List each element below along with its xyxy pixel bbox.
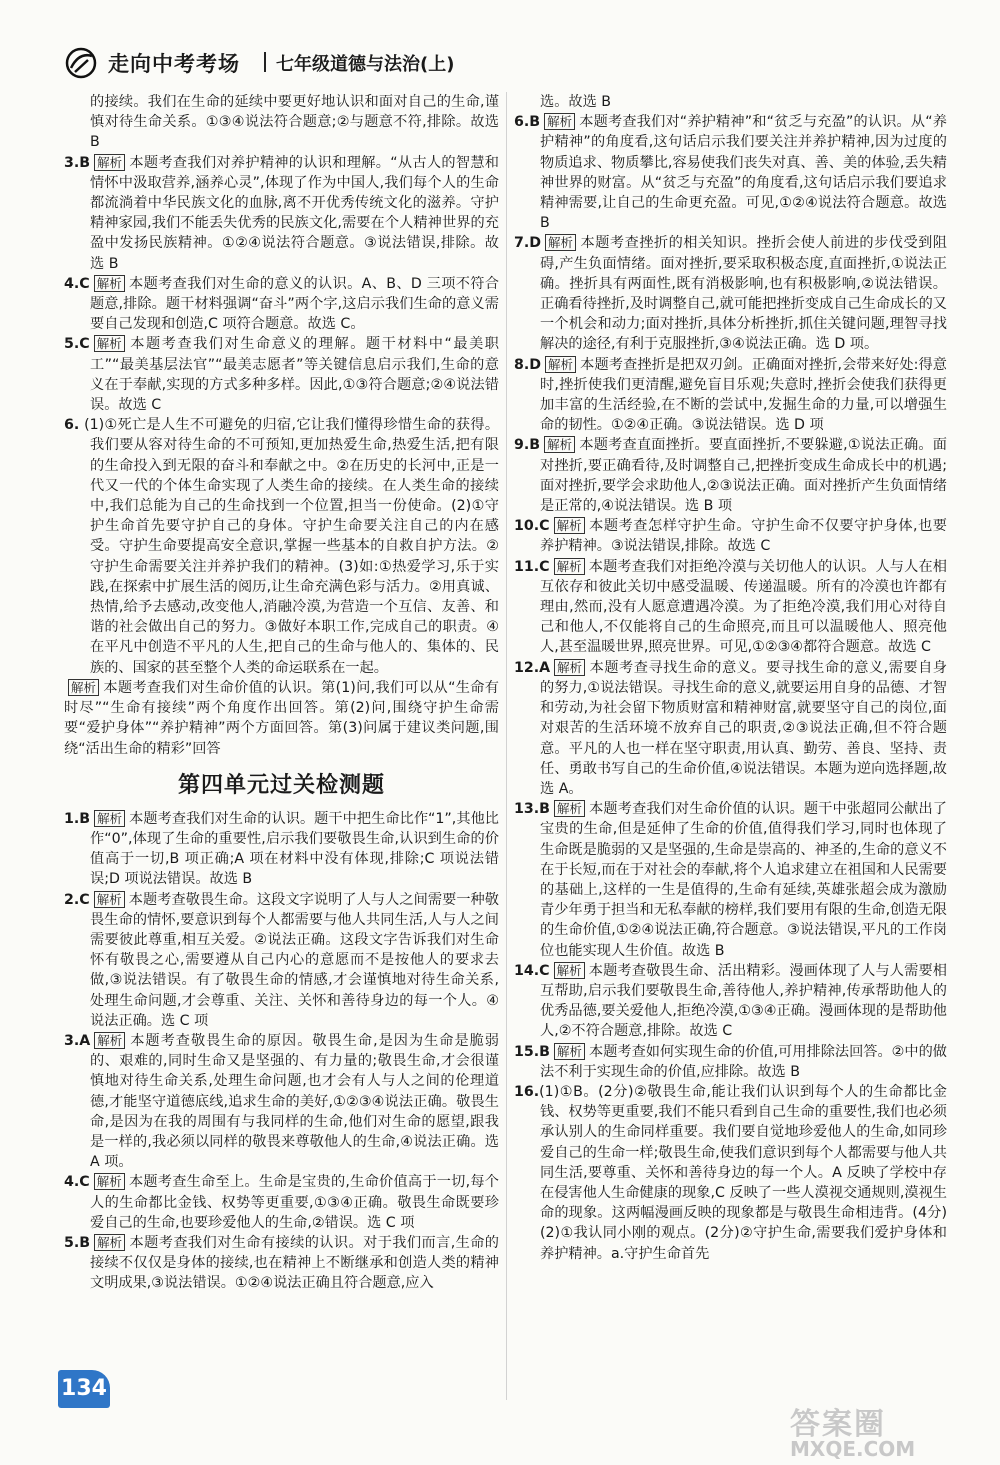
answer-item [514,961,947,1042]
item-answer: B [529,437,541,454]
item-text: 本题考查生命至上。生命是宝贵的,生命价值高于一切,每个人的生命都比金钱、权势等更重要,①③④正确。敬畏生命既要珍爱自己的生命,也要珍爱他人的生命,②错误。选 C 项 [90,1174,499,1231]
answer-item [64,334,499,415]
item-text: 本题考查如何实现生命的价值,可用排除法回答。②中的做法不利于实现生命的价值,应排除。故选 B [540,1043,947,1080]
item-text: 本题考查我们对生命的认识。题干中把生命比作“1”,其他比作“0”,体现了生命的重要性,启示我们要敬畏生命,认识到生命的价值高于一切,B 项正确;A 项在材料中没有体现,排除;C 项说法错误;D 项说法错误。故选 B [90,810,499,888]
item-text: 本题考查我们对生命的意义的认识。A、B、D 三项不符合题意,排除。题干材料强调“奋斗”两个字,这启示我们生命的意义需要自己发现和创造,C 项符合题意。故选 C。 [90,275,499,333]
brand-logo-icon [64,46,98,80]
item-number: 7. [514,235,530,252]
analysis-tag: 解析 [94,1173,125,1190]
analysis-tag: 解析 [545,234,576,251]
item-number: 10. [514,518,540,535]
item-text: 本题考查我们对养护精神的认识和理解。“从古人的智慧和情怀中汲取营养,涵养心灵”,体现了作为中国人,我们每个人的生命都流淌着中华民族文化的血脉,离不开优秀传统文化的滋养。守护精神家园,我们不能丢失优秀的民族文化,需要在个人精神世界的充盈中发扬民族精神。①②④说法符合题意。③说法错误,排除。故选 B [90,154,499,272]
analysis-tag: 解析 [94,275,125,292]
page-header [46,44,966,84]
analysis-paragraph [64,678,499,759]
item-answer: C [79,891,90,908]
item-number: 2. [64,891,80,908]
item-number: 6. [514,114,530,131]
item-text: 本题考查直面挫折。要直面挫折,不要躲避,①说法正确。面对挫折,要正确看待,及时调整自己,把挫折变成生命成长中的机遇;面对挫折,要学会求助他人,②③说法正确。面对挫折产生负面情绪是正常的,④说法错误。选 B 项 [540,437,947,515]
answer-item [514,355,947,436]
analysis-tag: 解析 [544,113,575,130]
item-answer: B [79,810,91,827]
item-answer: B [529,114,541,131]
item-text: 本题考查我们对生命意义的理解。题干材料中“最美职工”“最美基层法官”“最美志愿者”等关键信息启示我们,生命的意义在于奉献,实现的方式多种多样。因此,①③符合题意;②④说法错误。故选 C [90,336,499,414]
analysis-tag: 解析 [94,891,125,908]
item-answer: D [529,235,542,252]
item-answer: C [79,336,90,353]
answer-item [514,557,947,658]
answer-item [514,1042,947,1082]
analysis-tag: 解析 [94,1032,125,1049]
item-answer: C [539,518,550,535]
item-number: 12. [514,659,540,676]
item-number: 15. [514,1043,540,1060]
analysis-tag: 解析 [554,800,585,817]
item-text: (1)①B。(2分)②敬畏生命,能让我们认识到每个人的生命都比金钱、权势等更重要,我们不能只看到自己生命的重要性,我们也必须承认别人的生命同样重要。我们要自觉地珍爱他人的生命,如同珍爱自己的生命一样;敬畏生命,使我们意识到每个人都需要与他人共同生活,要尊重、关怀和善待身边的每一个人。A 反映了学校中存在侵害他人生命健康的现象,C 反映了一些人漠视交通规则,漠视生命的现象。这两幅漫画反映的现象都是与敬畏生命相违背。(4分)(2)①我认同小刚的观点。(2分)②守护生命,需要我们爱护身体和养护精神。a.守护生命首先 [539,1083,947,1262]
answer-item [64,153,499,274]
analysis-tag: 解析 [554,558,585,575]
column-divider [506,92,507,1400]
item-number: 1. [64,810,80,827]
left-column [64,92,499,1294]
item-number: 5. [64,336,80,353]
item-answer: C [539,962,550,979]
answer-item [514,799,947,961]
item-answer: C [539,558,550,575]
answer-item [64,274,499,335]
item-text: 本题考查我们对拒绝冷漠与关切他人的认识。人与人在相互依存和彼此关切中感受温暖、传递温暖。所有的冷漠也许都有理由,然而,没有人愿意遭遇冷漠。为了拒绝冷漠,我们用心对待自己和他人,不仅能将自己的生命照亮,而且可以温暖他人、照亮他人,甚至温暖世界,照亮世界。可见,①②③④都符合题意。故选 C [540,558,947,656]
section-title: 第四单元过关检测题 [177,771,385,798]
item-answer: A [79,1032,91,1049]
answer-item [64,890,499,1031]
brand-name: 走向中考考场 [108,52,240,76]
analysis-tag: 解析 [94,154,125,171]
analysis-tag: 解析 [554,659,585,676]
item-answer: B [79,1234,91,1251]
answer-item [514,658,947,799]
item-number: 4. [64,1174,80,1191]
answer-item [514,233,947,354]
item-text: 本题考查怎样守护生命。守护生命不仅要守护身体,也要养护精神。③说法错误,排除。故选 C [540,518,947,555]
item-answer: B [79,154,91,171]
item-number: 8. [514,356,530,373]
item-number: 4. [64,275,80,292]
right-column [514,92,947,1264]
item-number: 13. [514,801,540,818]
analysis-text: 本题考查我们对生命价值的认识。第(1)问,我们可以从“生命有时尽”“生命有接续”两个角度作出回答。第(2)问,围绕守护生命需要“爱护身体”“养护精神”两个方面回答。第(3)问属于建议类问题,围绕“活出生命的精彩”回答 [64,679,499,757]
answer-item [64,1233,499,1294]
item-text: 本题考查我们对生命价值的认识。题干中张超同公献出了宝贵的生命,但是延伸了生命的价值,值得我们学习,同时也体现了生命既是脆弱的又是坚强的,生命是崇高的、神圣的,生命的意义不在于长短,而在于对社会的奉献,将个人追求建立在祖国和人民需要的基础上,这样的一生是值得的,生命有延续,英雄张超会成为激励青少年勇于担当和无私奉献的榜样,我们要用有限的生命,创造无限的生命价值,①②④说法正确,符合题意。③说法错误,平凡的工作岗位也能实现人生价值。故选 B [540,801,947,959]
item-answer: C [79,1174,90,1191]
answer-item [514,1082,947,1264]
analysis-tag: 解析 [554,962,585,979]
item-text: 本题考查我们对生命有接续的认识。对于我们而言,生命的接续不仅仅是身体的接续,也在精神上不断继承和创造人类的精神文明成果,③说法错误。①②④说法正确且符合题意,应入 [90,1234,499,1292]
item-answer: D [529,356,542,373]
item-text: 本题考查挫折的相关知识。挫折会使人前进的步伐受到阻碍,产生负面情绪。面对挫折,要采取积极态度,直面挫折,①说法正确。挫折具有两面性,既有消极影响,也有积极影响,②说法错误。正确看待挫折,及时调整自己,就可能把挫折变成自己生命成长的又一个机会和动力;面对挫折,具体分析挫折,抓住关键问题,理智寻找解决的途径,有利于克服挫折,③④说法正确。选 D 项。 [540,235,947,353]
watermark-logo: 答案圈 [790,1407,886,1442]
answer-item [514,516,947,556]
answer-item [64,809,499,890]
page-number: 134 [58,1370,110,1408]
item-text: 本题考查寻找生命的意义。要寻找生命的意义,需要自身的努力,①说法错误。寻找生命的意义,就要运用自身的品德、才智和劳动,为社会留下物质财富和精神财富,就要坚守自己的岗位,面对艰苦的生活环境不放弃自己的职责,②③说法正确,但不符合题意。平凡的人也一样在坚守职责,用认真、勤劳、善良、坚持、责任、勇敢书写自己的生命价值,④说法错误。本题为逆向选择题,故选 A。 [540,659,947,797]
continued-answer: 的接续。我们在生命的延续中要更好地认识和面对自己的生命,谨慎对待生命关系。①③④说法符合题意;②与题意不符,排除。故选 B [90,94,499,151]
answer-item [514,112,947,233]
item-answer: C [79,275,90,292]
analysis-tag: 解析 [94,335,125,352]
item-text: 本题考查我们对“养护精神”和“贫乏与充盈”的认识。从“养护精神”的角度看,这句话启示我们要关注并养护精神,因为过度的物质追求、物质攀比,容易使我们丧失对真、善、美的体验,丢失精神世界的财富。从“贫乏与充盈”的角度看,这句话启示我们要追求精神需要,让自己的生命更充盈。可见,①②④说法符合题意。故选 B [540,114,947,232]
analysis-tag: 解析 [545,356,576,373]
item-number: 3. [64,154,80,171]
item-number: 5. [64,1234,80,1251]
item-text: 本题考查敬畏生命。这段文字说明了人与人之间需要一种敬畏生命的情怀,要意识到每个人都需要与他人共同生活,人与人之间需要彼此尊重,相互关爱。②说法正确。这段文字告诉我们对生命怀有敬畏之心,需要遵从自己内心的意愿而不是按他人的要求去做,③说法错误。有了敬畏生命的情感,才会谨慎地对待生命关系,处理生命问题,才会尊重、关注、关怀和善待身边的每一个人。④说法正确。选 C 项 [90,891,499,1029]
item-text: 本题考查敬畏生命、活出精彩。漫画体现了人与人需要相互帮助,启示我们要敬畏生命,善待他人,养护精神,传承帮助他人的优秀品德,要关爱他人,拒绝冷漠,①③④正确。漫画体现的是帮助他人,②不符合题意,排除。故选 C [540,962,947,1040]
item-number: 3. [64,1032,80,1049]
item-number: 9. [514,437,530,454]
answer-item [64,1031,499,1172]
item-number: 6. [64,417,80,434]
header-divider [264,52,266,72]
analysis-tag: 解析 [68,679,99,696]
item-number: 14. [514,962,540,979]
analysis-tag: 解析 [554,1043,585,1060]
book-title: 七年级道德与法治(上) [276,54,455,75]
item-text: (1)①死亡是人生不可避免的归宿,它让我们懂得珍惜生命的获得。我们要从容对待生命的不可预知,更加热爱生命,热爱生活,把有限的生命投入到无限的奋斗和奉献之中。②在历史的长河中,正是一代又一代的个体生命实现了人类生命的接续。在人类生命的接续中,我们总能为自己的生命找到一个位置,担当一份使命。(2)①守护生命首先要守护自己的身体。守护生命要关注自己的内在感受。守护生命要提高安全意识,掌握一些基本的自救自护方法。②守护生命需要关注并养护我们的精神。(3)如:①热爱学习,乐于实践,在探索中扩展生活的阅历,让生命充满色彩与活力。②用真诚、热情,给予去感动,改变他人,消融冷漠,为营造一个互信、友善、和谐的社会做出自己的努力。③做好本职工作,完成自己的职责。④在平凡中创造不平凡的人生,把自己的生命与他人的、集体的、民族的、国家的甚至整个人类的命运联系在一起。 [84,417,500,676]
continued-answer: 选。故选 B [540,94,611,110]
watermark [790,1407,970,1461]
analysis-tag: 解析 [544,436,575,453]
watermark-url: MXQE.COM [790,1437,916,1461]
item-answer: B [539,801,550,818]
item-number: 11. [514,558,540,575]
analysis-tag: 解析 [94,810,125,827]
item-number: 16. [514,1083,540,1100]
answer-item [514,435,947,516]
item-text: 本题考查挫折是把双刃剑。正确面对挫折,会带来好处:得意时,挫折使我们更清醒,避免盲目乐观;失意时,挫折会使我们获得更加丰富的生活经验,在不断的尝试中,发掘生命的力量,可以增强生命的韧性。①②④正确。③说法错误。选 D 项 [540,356,947,434]
item-answer: B [539,1043,550,1060]
analysis-tag: 解析 [94,1234,125,1251]
answer-item [64,415,499,678]
analysis-tag: 解析 [554,517,585,534]
item-text: 本题考查敬畏生命的原因。敬畏生命,是因为生命是脆弱的、艰难的,同时生命又是坚强的、有力量的;敬畏生命,才会很谨慎地对待生命关系,处理生命问题,也才会有人与人之间的伦理道德,才能坚守道德底线,追求生命的美好,①②③④说法正确。敬畏生命,是因为在我的周围有与我同样的生命,他们对生命的愿望,跟我是一样的,我必须以同样的敬畏来尊敬他人的生命,④说法正确。选 A 项。 [90,1032,499,1171]
item-answer: A [539,659,551,676]
answer-item [64,1172,499,1233]
